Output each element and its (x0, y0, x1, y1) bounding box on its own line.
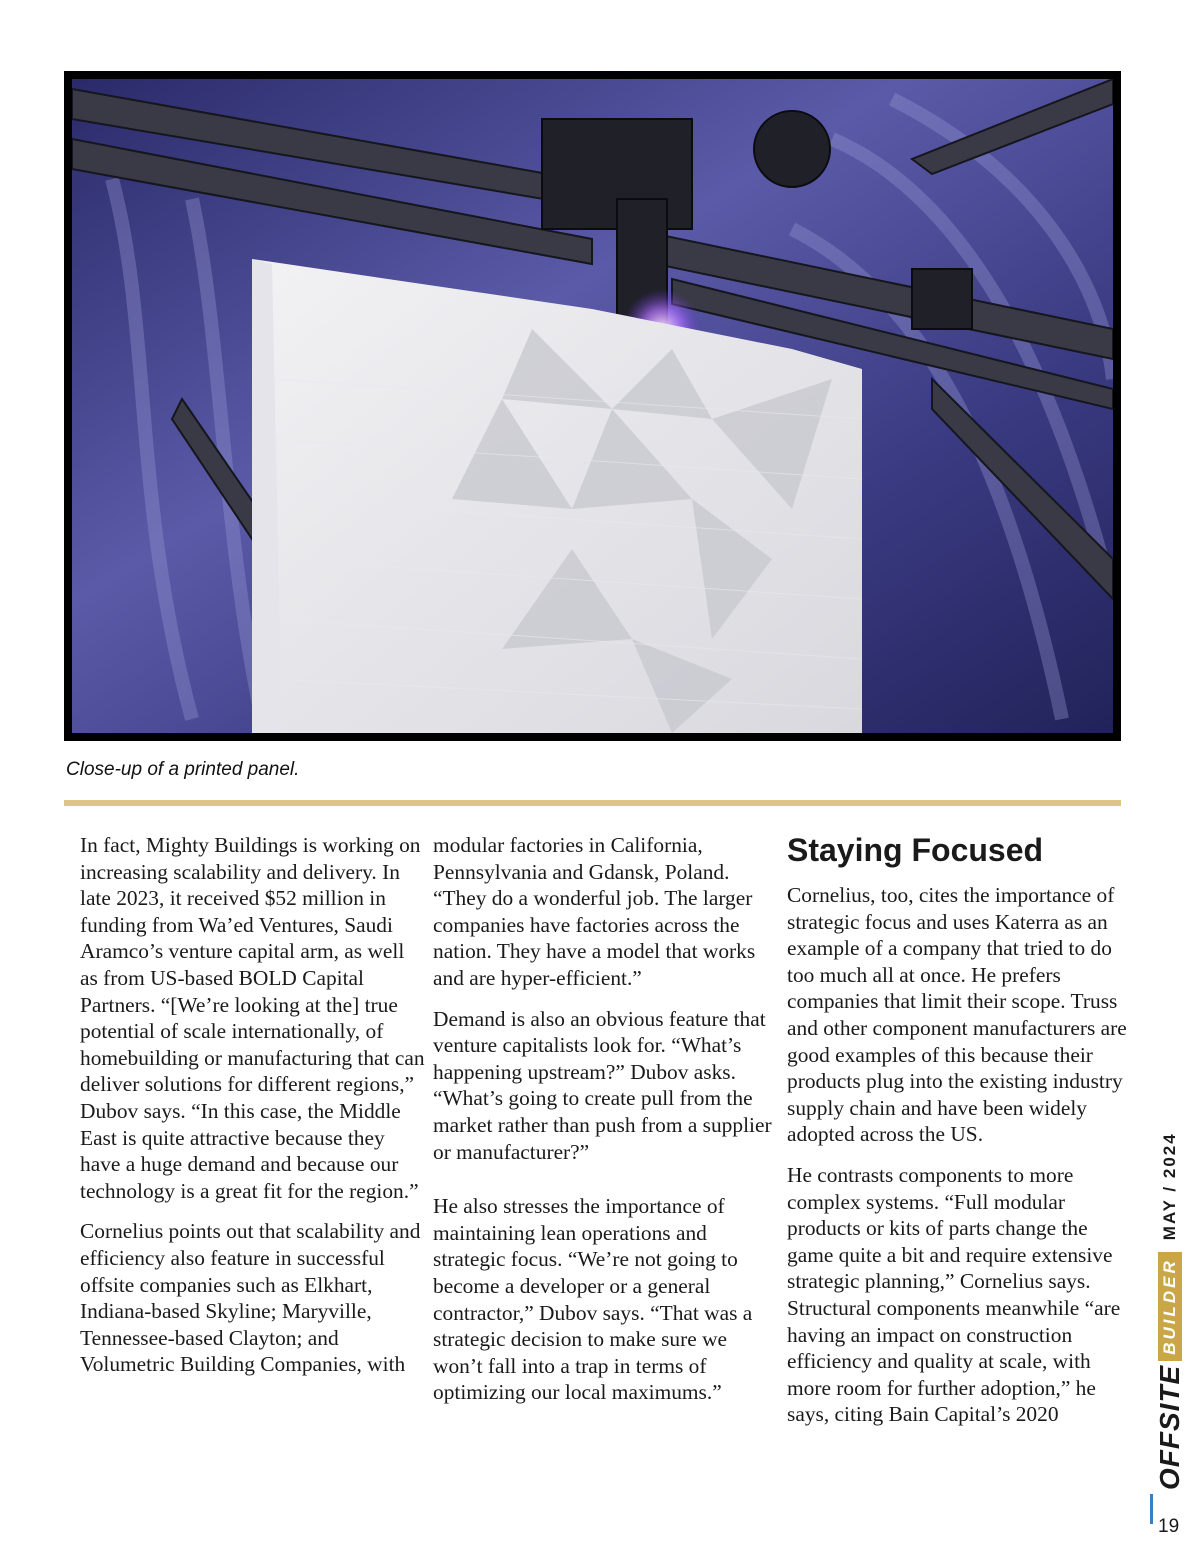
paragraph: modular factories in California, Pennsylvania and Gdansk, Poland. “They do a wonderful job. The larger companies have factories across the nation. They have a model that works and are hyper-efficient.” (433, 833, 756, 990)
section-heading: Staying Focused (787, 832, 1044, 868)
paragraph: Cornelius, too, cites the importance of strategic focus and uses Katerra as an example of a company that tried to do too much all at once. He prefers companies that limit their scope. Truss and other component manufacturers are good examples of this because their products plug into the existing industry supply chain and have been widely adopted across the US. (787, 883, 1127, 1147)
magazine-name-builder: BUILDER (1158, 1252, 1182, 1361)
article-column-2 (433, 832, 773, 1420)
section-divider (64, 800, 1121, 806)
paragraph: In fact, Mighty Buildings is working on increasing scalability and delivery. In late 2023, it received $52 million in funding from Wa’ed Ventures, Saudi Aramco’s venture capital arm, as well as from US-based BOLD Capital Partners. “[We’re looking at the] true potential of scale internationally, of homebuilding or manufacturing that can deliver solutions for different regions,” Dubov says. “In this case, the Middle East is quite attractive because they have a huge demand and because our technology is a great fit for the region.” (80, 833, 425, 1203)
paragraph: He also stresses the importance of maintaining lean operations and strategic focus. “We’re not going to become a developer or a general contractor,” Dubov says. “That was a strategic decision to make sure we won’t fall into a trap in terms of optimizing our local maximums.” (433, 1194, 753, 1405)
magazine-name-offsite: OFFSITE (1154, 1364, 1185, 1490)
page-number: 19 (1158, 1516, 1180, 1537)
sidebar-accent (1150, 1494, 1153, 1524)
article-column-1 (80, 832, 425, 1392)
photo-illustration (72, 79, 1113, 733)
paragraph: Cornelius points out that scalability and efficiency also feature in successful offsite companies such as Elkhart, Indiana-based Skyline; Maryville, Tennessee-based Clayton; and Volumetric Building Companies, with (80, 1219, 421, 1377)
photo-caption: Close-up of a printed panel. (66, 759, 300, 780)
printed-panel-photo (64, 71, 1121, 741)
magazine-sidebar (1150, 1132, 1190, 1490)
issue-date: MAY / 2024 (1160, 1132, 1179, 1241)
paragraph: Demand is also an obvious feature that venture capitalists look for. “What’s happening upstream?” Dubov asks. “What’s going to create pull from the market rather than push from a supplier or manufacturer?” (433, 1006, 772, 1164)
paragraph: He contrasts components to more complex systems. “Full modular products or kits of parts change the game quite a bit and require extensive strategic planning,” Cornelius says. Structural components meanwhile “are having an impact on construction efficiency and quality at scale, with more room for further adoption,” he says, citing Bain Capital’s 2020 (787, 1162, 1121, 1427)
article-column-3 (787, 830, 1127, 1442)
